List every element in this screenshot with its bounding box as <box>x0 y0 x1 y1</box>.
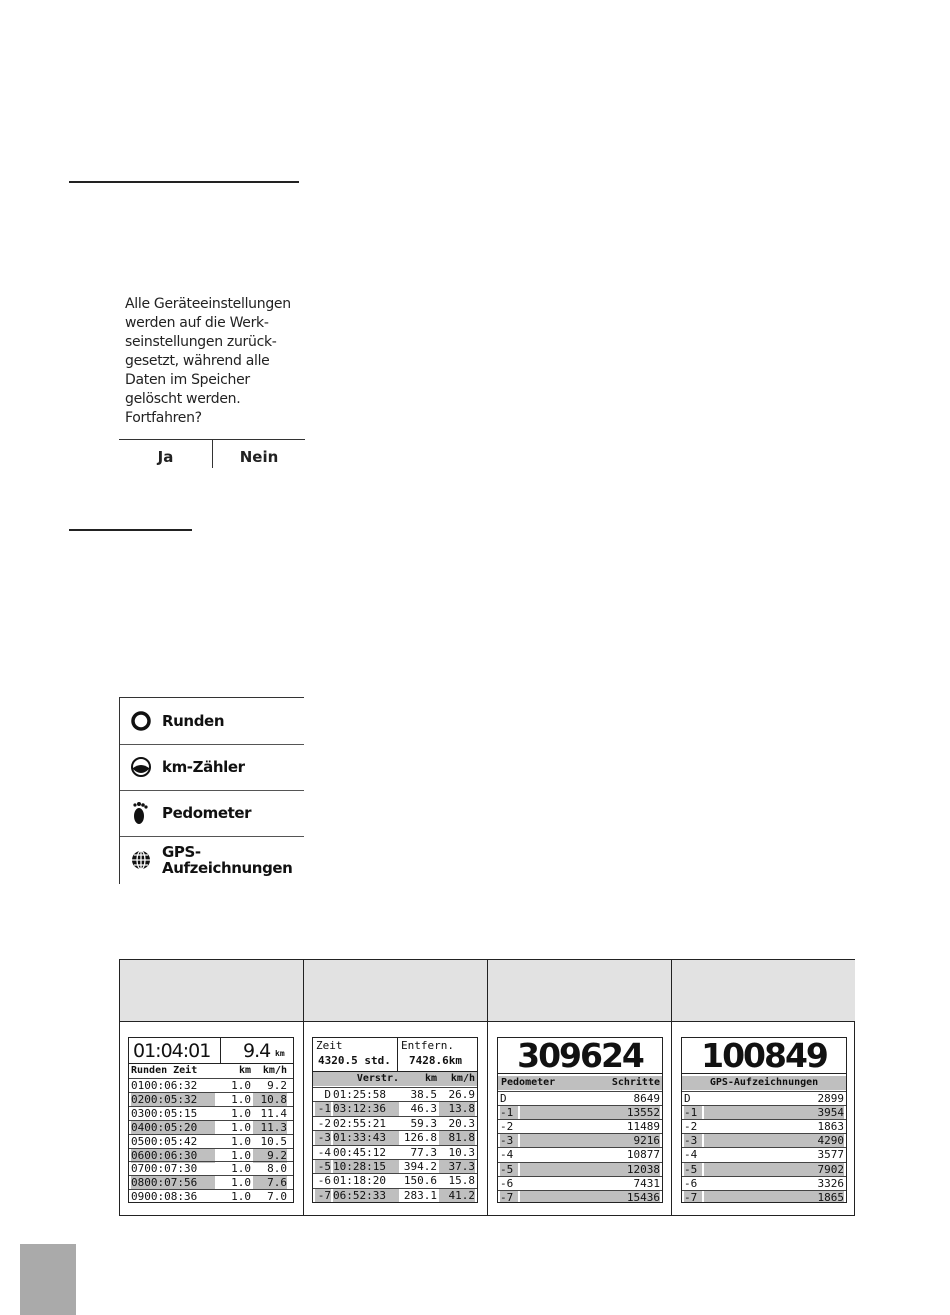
table-row <box>313 1130 477 1145</box>
table-cell: 150.6 <box>403 1174 437 1188</box>
table-cell: 0100:06:32 <box>131 1079 198 1092</box>
table-row <box>129 1078 293 1093</box>
table-cell: -5 <box>315 1160 331 1174</box>
table-cell: 0500:05:42 <box>131 1134 198 1148</box>
table-cell: 1.0 <box>231 1120 251 1134</box>
menu-item-label: Pedometer <box>162 804 252 822</box>
table-cell: 1.0 <box>231 1092 251 1106</box>
table-row <box>682 1162 846 1177</box>
table-cell: -4 <box>317 1145 331 1159</box>
table-cell: 9.2 <box>267 1079 287 1092</box>
table-row <box>313 1188 477 1203</box>
table-cell: -5 <box>500 1163 518 1177</box>
table-cell: 4290 <box>704 1134 844 1148</box>
time-value: 4320.5 std. <box>318 1054 391 1067</box>
table-row <box>498 1091 662 1106</box>
table-cell: 1863 <box>817 1120 844 1134</box>
table-cell: 41.2 <box>439 1189 475 1203</box>
table-cell: 1.0 <box>231 1190 251 1203</box>
pedometer-screen <box>497 1037 663 1203</box>
menu-item-gps[interactable] <box>120 836 304 883</box>
header-cell <box>672 960 855 1021</box>
gps-header-row: GPS-Aufzeichnungen <box>682 1076 846 1090</box>
table-row <box>498 1190 662 1203</box>
table-cell: 10.8 <box>253 1093 287 1107</box>
laps-total-distance: 9.4 <box>243 1040 271 1062</box>
table-row <box>129 1120 293 1135</box>
menu-item-km-zaehler[interactable] <box>120 744 304 791</box>
table-cell: 06:52:33 <box>333 1189 399 1203</box>
table-cell: 0600:06:30 <box>131 1149 215 1163</box>
section-divider-middle <box>69 529 192 531</box>
table-cell: 11.3 <box>253 1121 287 1135</box>
table-cell: 11489 <box>626 1120 660 1134</box>
menu-item-runden[interactable] <box>120 698 304 745</box>
table-cell: 3577 <box>817 1148 844 1162</box>
header-cell <box>304 960 487 1021</box>
table-cell: -2 <box>500 1120 514 1134</box>
table-cell: 1.0 <box>231 1162 251 1176</box>
table-row <box>682 1119 846 1134</box>
dialog-line: Alle Geräteeinstellungen <box>125 296 291 312</box>
table-cell: -3 <box>315 1131 331 1145</box>
reset-dialog-message <box>125 295 305 428</box>
footprint-icon <box>130 802 152 824</box>
gps-screen <box>681 1037 847 1203</box>
ring-icon <box>130 710 152 732</box>
column-header: km <box>424 1073 437 1084</box>
table-cell: 1.0 <box>231 1134 251 1148</box>
table-cell: -2 <box>317 1116 331 1130</box>
table-cell: 0200:05:32 <box>131 1093 215 1107</box>
table-cell: 0800:07:56 <box>131 1176 215 1190</box>
table-cell: -6 <box>317 1174 331 1188</box>
table-cell: 8649 <box>633 1092 660 1105</box>
gps-total: 100849 <box>682 1037 846 1074</box>
column-header: Schritte <box>611 1077 660 1088</box>
table-cell: 0700:07:30 <box>131 1162 198 1176</box>
odometer-icon <box>130 756 152 778</box>
column-header: Verstr. <box>356 1073 399 1084</box>
table-cell: -7 <box>500 1191 518 1203</box>
table-cell: 9216 <box>520 1134 660 1148</box>
table-cell: 0400:05:20 <box>131 1121 215 1135</box>
table-cell: 13552 <box>520 1106 660 1120</box>
table-cell: 3954 <box>704 1106 844 1120</box>
table-row <box>313 1116 477 1131</box>
column-divider <box>487 960 488 1215</box>
table-cell: 10877 <box>626 1148 660 1162</box>
table-cell: -3 <box>500 1134 518 1148</box>
table-cell: 0300:05:15 <box>131 1106 198 1120</box>
table-row <box>682 1091 846 1106</box>
dialog-line: gesetzt, während alle <box>125 353 270 369</box>
table-cell: -1 <box>315 1102 331 1116</box>
menu-item-label: km-Zähler <box>162 758 245 776</box>
table-row <box>498 1162 662 1177</box>
table-cell: 7902 <box>704 1163 844 1177</box>
table-cell: -7 <box>315 1189 331 1203</box>
table-cell: 7431 <box>633 1176 660 1190</box>
table-cell: 1.0 <box>231 1148 251 1162</box>
distance-label: Entfern. <box>401 1039 454 1052</box>
laps-screen <box>128 1037 294 1203</box>
table-row <box>682 1190 846 1203</box>
table-cell: 59.3 <box>410 1116 437 1130</box>
table-cell: 2899 <box>817 1092 844 1105</box>
table-cell: 12038 <box>520 1163 660 1177</box>
table-cell: 37.3 <box>439 1160 475 1174</box>
table-row <box>498 1133 662 1148</box>
table-cell: -5 <box>684 1163 702 1177</box>
reset-dialog <box>119 293 305 475</box>
table-cell: 394.2 <box>403 1160 437 1173</box>
odometer-summary <box>313 1038 477 1072</box>
table-cell: D <box>324 1088 331 1101</box>
table-cell: -4 <box>684 1148 698 1162</box>
table-cell: 02:55:21 <box>333 1116 386 1130</box>
menu-item-pedometer[interactable] <box>120 790 304 837</box>
table-cell: -6 <box>500 1176 514 1190</box>
column-header: km/h <box>262 1065 287 1076</box>
table-cell: 20.3 <box>448 1116 475 1130</box>
table-cell: 03:12:36 <box>333 1102 399 1116</box>
table-row <box>498 1119 662 1134</box>
table-cell: 1865 <box>704 1191 844 1203</box>
table-row <box>682 1105 846 1120</box>
table-cell: 11.4 <box>260 1106 287 1120</box>
table-row <box>682 1176 846 1191</box>
table-row <box>498 1147 662 1162</box>
section-divider-top <box>69 181 299 183</box>
table-cell: 01:18:20 <box>333 1174 386 1188</box>
table-cell: 1.0 <box>231 1079 251 1092</box>
time-label: Zeit <box>316 1039 343 1052</box>
table-row <box>129 1134 293 1149</box>
table-cell: 15.8 <box>448 1174 475 1188</box>
table-row <box>129 1092 293 1107</box>
table-row <box>129 1106 293 1121</box>
table-cell: -7 <box>684 1191 702 1203</box>
table-row <box>682 1147 846 1162</box>
table-cell: D <box>684 1092 691 1105</box>
odometer-screen <box>312 1037 478 1203</box>
menu-item-label: GPS- Aufzeichnungen <box>162 842 293 877</box>
log-menu <box>119 697 304 884</box>
pedometer-header-row <box>498 1076 662 1090</box>
table-cell: 10:28:15 <box>333 1160 399 1174</box>
table-row <box>129 1189 293 1203</box>
column-header: Pedometer <box>501 1077 556 1088</box>
table-cell: 10.5 <box>260 1134 287 1148</box>
header-cell <box>120 960 303 1021</box>
column-divider <box>303 960 304 1215</box>
table-row <box>313 1101 477 1116</box>
no-button[interactable]: Nein <box>239 448 279 466</box>
row-divider <box>120 1021 854 1022</box>
dialog-line: gelöscht werden. <box>125 391 241 407</box>
distance-value: 7428.6km <box>409 1054 462 1067</box>
odometer-header-row <box>313 1072 477 1086</box>
table-row <box>129 1161 293 1176</box>
menu-item-label: Runden <box>162 712 225 730</box>
table-cell: 00:45:12 <box>333 1145 386 1159</box>
header-cell <box>488 960 671 1021</box>
table-cell: 1.0 <box>231 1106 251 1120</box>
distance-unit: km <box>275 1049 285 1058</box>
table-row <box>498 1105 662 1120</box>
pedometer-total: 309624 <box>498 1037 662 1074</box>
table-cell: -1 <box>684 1106 702 1120</box>
globe-icon <box>130 849 152 871</box>
laps-header-row <box>129 1064 293 1078</box>
table-cell: 26.9 <box>448 1088 475 1101</box>
table-cell: 77.3 <box>410 1145 437 1159</box>
column-header: Runden Zeit <box>131 1065 198 1076</box>
table-cell: 7.0 <box>267 1190 287 1203</box>
table-row <box>313 1173 477 1188</box>
table-cell: 38.5 <box>410 1088 437 1101</box>
column-header: km/h <box>450 1073 475 1084</box>
table-cell: 9.2 <box>253 1149 287 1163</box>
table-cell: 01:25:58 <box>333 1088 386 1101</box>
table-cell: -4 <box>500 1148 514 1162</box>
table-row <box>313 1087 477 1102</box>
table-row <box>498 1176 662 1191</box>
table-row <box>313 1145 477 1160</box>
table-cell: -6 <box>684 1176 698 1190</box>
dialog-line: werden auf die Werk- <box>125 315 269 331</box>
table-cell: 3326 <box>817 1176 844 1190</box>
dialog-line: seinstellungen zurück- <box>125 334 277 350</box>
table-cell: 01:33:43 <box>333 1131 399 1145</box>
table-cell: -2 <box>684 1120 698 1134</box>
table-cell: 8.0 <box>267 1162 287 1176</box>
table-row <box>313 1159 477 1174</box>
table-cell: 10.3 <box>448 1145 475 1159</box>
table-cell: 81.8 <box>439 1131 475 1145</box>
column-header: km <box>238 1065 251 1076</box>
column-divider <box>671 960 672 1215</box>
table-cell: 15436 <box>520 1191 660 1203</box>
table-cell: 7.6 <box>253 1176 287 1190</box>
table-cell: 46.3 <box>410 1102 437 1116</box>
table-cell: 283.1 <box>403 1188 437 1202</box>
table-cell: 0900:08:36 <box>131 1190 198 1203</box>
table-cell: -3 <box>684 1134 702 1148</box>
table-row <box>129 1148 293 1163</box>
dialog-line: Daten im Speicher <box>125 372 250 388</box>
table-row <box>129 1175 293 1190</box>
laps-summary <box>129 1038 293 1064</box>
page-tab <box>20 1244 76 1315</box>
laps-total-time: 01:04:01 <box>133 1040 211 1062</box>
yes-button[interactable]: Ja <box>157 448 174 466</box>
table-cell: D <box>500 1092 507 1105</box>
table-cell: 1.0 <box>231 1176 251 1190</box>
table-cell: -1 <box>500 1106 518 1120</box>
table-row <box>682 1133 846 1148</box>
dialog-line: Fortfahren? <box>125 410 202 426</box>
table-cell: 13.8 <box>439 1102 475 1116</box>
table-cell: 126.8 <box>403 1131 437 1145</box>
